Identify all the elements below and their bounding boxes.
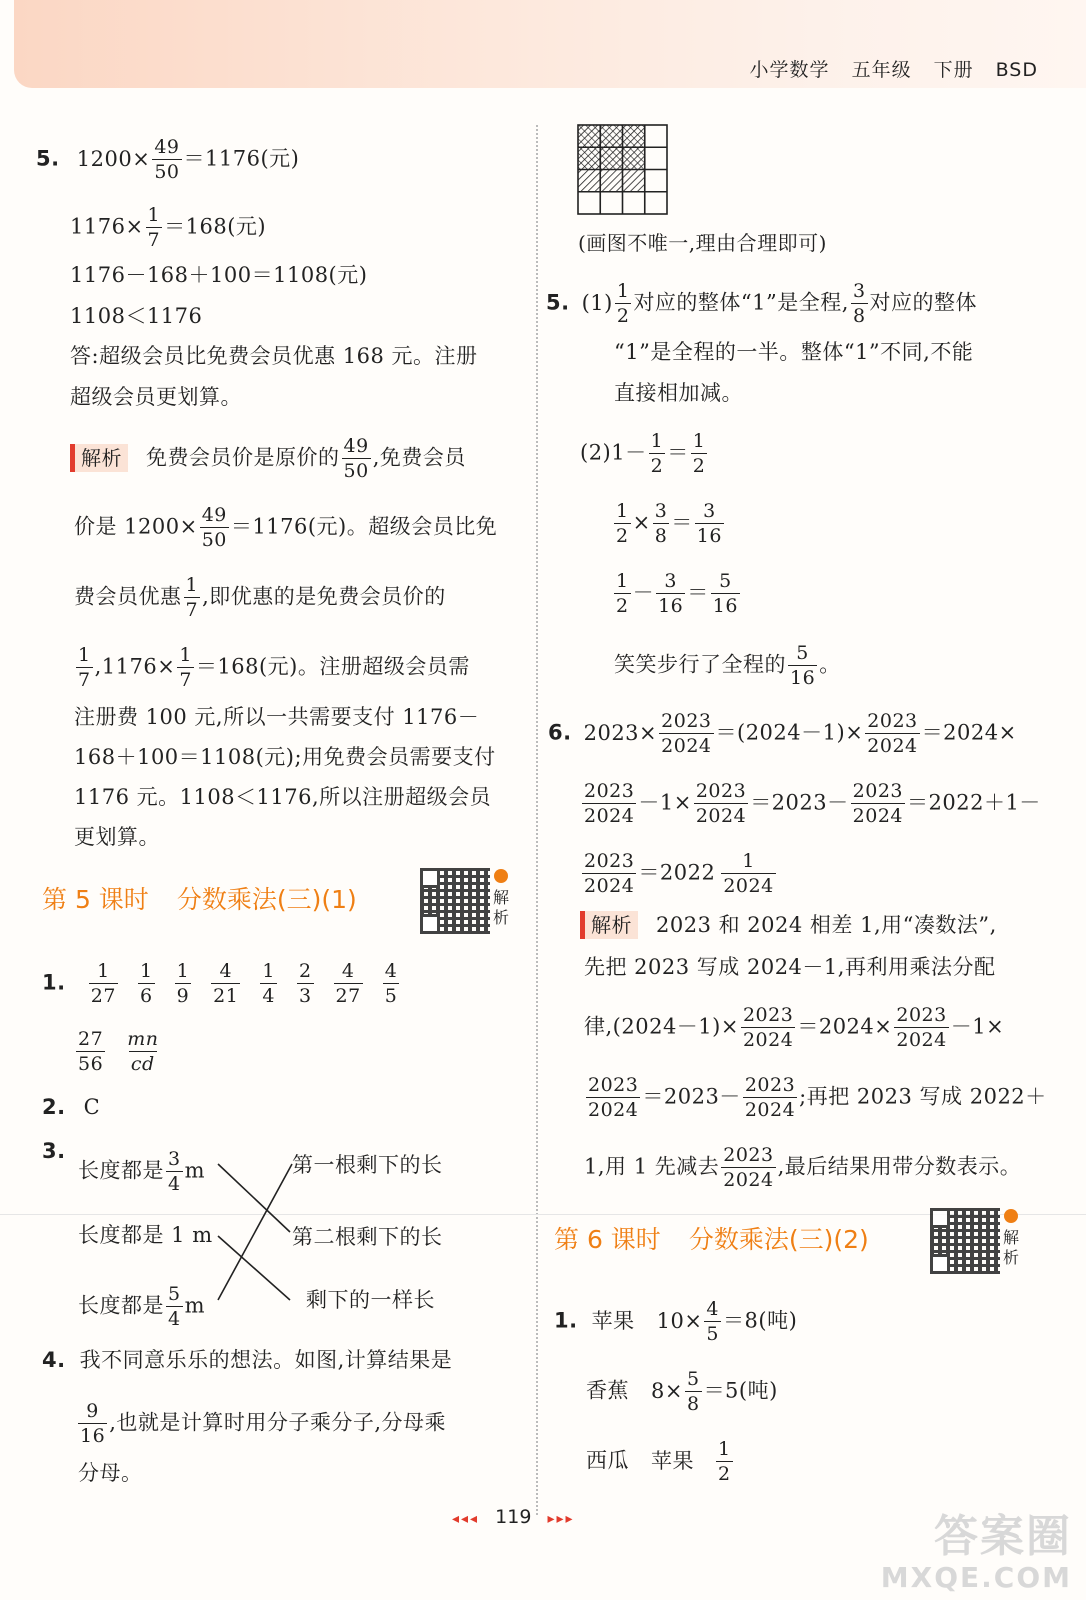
- fraction: $\frac{9}{16}$: [80, 1400, 106, 1447]
- left-q5-line3: 1176－168＋100＝1108(元): [70, 263, 368, 287]
- right-analysis-p3: 律,(2024－1)× $\frac{2023}{2024}$ ＝2024× $\frac{2023}{2024}$ －1×: [584, 1004, 1005, 1051]
- fraction: $\frac{1}{2}$: [692, 430, 706, 477]
- next-arrows-icon[interactable]: ▸▸▸: [547, 1511, 575, 1527]
- left-q5-answer2: 超级会员更划算。: [70, 385, 242, 409]
- right-q1-row1: 1. 苹果 10× $\frac{4}{5}$ ＝8(吨): [554, 1298, 798, 1345]
- q3-right-item-1: 第一根剩下的长: [292, 1153, 443, 1177]
- fraction: $\frac{49}{50}$: [154, 136, 180, 183]
- lesson6-qr-code[interactable]: [930, 1208, 1000, 1274]
- fraction: $\frac{4}{5}$: [706, 1298, 720, 1345]
- left-q5-line2: 1176× $\frac{1}{7}$ ＝168(元): [70, 204, 267, 251]
- match-line-1: [218, 1164, 290, 1232]
- fraction: $\frac{49}{50}$: [343, 435, 369, 482]
- fraction: $\frac{1}{7}$: [185, 574, 199, 621]
- left-q4-line1: 4. 我不同意乐乐的想法。如图,计算结果是: [42, 1348, 453, 1372]
- fraction: $\frac{2023}{2024}$: [896, 1004, 947, 1051]
- lesson5-title: 第 5 课时 分数乘法(三)(1): [42, 885, 357, 914]
- fraction: $\frac{3}{8}$: [654, 500, 668, 547]
- q3-left-item-1: 长度都是 $\frac{3}{4}$ m: [78, 1148, 206, 1195]
- watermark-logo: 答案圈 MXQE.COM: [880, 1511, 1072, 1594]
- q3-left-item-2: 长度都是 1 m: [78, 1223, 213, 1247]
- left-q2: 2. C: [42, 1095, 101, 1119]
- fraction: $\frac{2023}{2024}$: [695, 780, 747, 827]
- left-analysis-p5: 注册费 100 元,所以一共需要支付 1176－: [74, 705, 480, 729]
- fraction: $\frac{2023}{2024}$: [742, 1004, 794, 1051]
- fraction: $\frac{5}{8}$: [686, 1368, 700, 1415]
- right-analysis-p5: 1,用 1 先减去 $\frac{2023}{2024}$ ,最后结果用带分数表示。: [584, 1144, 1022, 1191]
- left-q5-line1: 5. 1200× $\frac{49}{50}$ ＝1176(元): [36, 136, 300, 183]
- right-q5-p5: 笑笑步行了全程的 $\frac{5}{16}$ 。: [614, 642, 841, 689]
- right-q6-l2: $\frac{2023}{2024}$ －1× $\frac{2023}{2024}$ ＝2023－ $\frac{2023}{2024}$ ＝2022＋1－: [584, 780, 1041, 827]
- left-q5-answer1: 答:超级会员比免费会员优惠 168 元。注册: [70, 344, 478, 368]
- answer-fraction: $\frac{4}{5}$: [384, 960, 398, 1007]
- page-number: 119: [495, 1506, 532, 1528]
- grid-note: (画图不唯一,理由合理即可): [578, 231, 827, 255]
- page-number-nav: [452, 1506, 575, 1528]
- left-analysis-p7: 1176 元。1108＜1176,所以注册超级会员: [74, 785, 492, 809]
- match-line-2: [218, 1236, 290, 1300]
- fraction: $\frac{2023}{2024}$: [867, 710, 918, 757]
- header-volume: 下册: [933, 59, 974, 81]
- fraction: $\frac{1}{2}$: [616, 280, 630, 327]
- fraction: $\frac{1}{7}$: [78, 644, 91, 691]
- right-q5-l3: 直接相加减。: [614, 381, 743, 405]
- left-q4-line3: 分母。: [78, 1461, 143, 1485]
- fraction: $\frac{5}{16}$: [712, 570, 738, 617]
- fraction: $\frac{2023}{2024}$: [723, 1144, 774, 1191]
- analysis-tag: 解析: [70, 444, 128, 472]
- fraction: $\frac{1}{7}$: [179, 644, 192, 691]
- right-analysis-p4: $\frac{2023}{2024}$ ＝2023－ $\frac{2023}{2024}$ ;再把 2023 写成 2022＋: [588, 1074, 1047, 1121]
- fraction-grid-figure: [577, 124, 669, 216]
- answer-fraction: $\frac{2}{3}$: [298, 960, 312, 1007]
- fraction: $\frac{2023}{2024}$: [584, 780, 635, 827]
- fraction: $\frac{49}{50}$: [201, 504, 227, 551]
- fraction: $\frac{1}{2024}$: [723, 850, 774, 897]
- fraction: $\frac{2023}{2024}$: [588, 1074, 639, 1121]
- left-q1-row1: 1. $\frac{1}{27}$ $\frac{1}{6}$ $\frac{1}{9}$ $\frac{4}{21}$ $\frac{1}{4}$ $\frac{2}{3}$ $\frac{4}{27}$ $\frac{4}{5}$: [42, 960, 398, 1007]
- answer-fraction: $\frac{1}{27}$: [90, 960, 116, 1007]
- play-icon: [494, 869, 508, 883]
- fraction: $\frac{3}{16}$: [658, 570, 684, 617]
- left-analysis-p2: 价是 1200× $\frac{49}{50}$ ＝1176(元)。超级会员比免: [74, 504, 498, 551]
- left-q1-row2: [74, 1030, 178, 1074]
- answer-fraction: $\frac{4}{27}$: [335, 960, 361, 1007]
- right-q5-l1: 5. (1) $\frac{1}{2}$ 对应的整体“1”是全程, $\frac{3}{8}$ 对应的整体: [546, 280, 978, 327]
- left-q4-line2: $\frac{9}{16}$ ,也就是计算时用分子乘分子,分母乘: [80, 1400, 447, 1447]
- fraction: $\frac{2023}{2024}$: [744, 1074, 796, 1121]
- fraction: $\frac{1}{2}$: [718, 1438, 731, 1485]
- left-q3-num: 3.: [42, 1139, 66, 1163]
- right-q5-p4: $\frac{1}{2}$ － $\frac{3}{16}$ ＝ $\frac{5}{16}$: [616, 570, 738, 617]
- q3-left-item-3: 长度都是 $\frac{5}{4}$ m: [78, 1283, 206, 1330]
- left-analysis-p6: 168＋100＝1108(元);用免费会员需要支付: [74, 745, 496, 769]
- column-divider: [536, 125, 538, 1515]
- lesson5-qr-label: 解析: [493, 888, 510, 927]
- prev-arrows-icon[interactable]: ◂◂◂: [452, 1511, 480, 1527]
- match-line-3: [218, 1164, 292, 1300]
- left-analysis-p1: 解析 免费会员价是原价的 $\frac{49}{50}$ ,免费会员: [70, 437, 466, 481]
- header-subject: 小学数学: [749, 59, 830, 81]
- lesson6-qr-label: 解析: [1003, 1228, 1020, 1267]
- left-analysis-p4: $\frac{1}{7}$ ,1176× $\frac{1}{7}$ ＝168(元)。注册超级会员需: [78, 644, 470, 691]
- left-analysis-p3: 费会员优惠 $\frac{1}{7}$ ,即优惠的是免费会员价的: [74, 574, 446, 621]
- header-grade: 五年级: [851, 59, 912, 81]
- answer-fraction: $\frac{mn}{cd}$: [127, 1028, 159, 1075]
- analysis-tag: 解析: [580, 911, 638, 939]
- fraction: $\frac{2023}{2024}$: [661, 710, 712, 757]
- answer-fraction: $\frac{27}{56}$: [78, 1028, 104, 1075]
- right-q1-row2: 香蕉 8× $\frac{5}{8}$ ＝5(吨): [586, 1368, 778, 1415]
- right-q5-p2: (2)1－ $\frac{1}{2}$ ＝ $\frac{1}{2}$: [580, 430, 706, 477]
- fraction: $\frac{3}{16}$: [696, 500, 722, 547]
- right-q5-p3: $\frac{1}{2}$ × $\frac{3}{8}$ ＝ $\frac{3}{16}$: [616, 500, 722, 547]
- right-analysis-p2: 先把 2023 写成 2024－1,再利用乘法分配: [584, 955, 996, 979]
- fraction: $\frac{5}{16}$: [790, 642, 816, 689]
- fraction: $\frac{3}{8}$: [852, 280, 866, 327]
- fraction: $\frac{1}{2}$: [650, 430, 664, 477]
- fraction: $\frac{1}{2}$: [616, 500, 629, 547]
- fraction: $\frac{3}{4}$: [168, 1148, 181, 1195]
- lesson6-title: 第 6 课时 分数乘法(三)(2): [554, 1225, 869, 1254]
- fraction: $\frac{1}{2}$: [616, 570, 629, 617]
- right-analysis-p1: 解析 2023 和 2024 相差 1,用“凑数法”,: [580, 910, 997, 940]
- q3-right-item-3: 剩下的一样长: [306, 1288, 435, 1312]
- right-q1-row3: 西瓜 苹果 $\frac{1}{2}$: [586, 1438, 731, 1485]
- answer-fraction: $\frac{4}{21}$: [213, 960, 239, 1007]
- right-q5-l2: “1”是全程的一半。整体“1”不同,不能: [614, 340, 974, 364]
- lesson5-qr-code[interactable]: [420, 868, 490, 934]
- answer-fraction: $\frac{1}{6}$: [139, 960, 153, 1007]
- fraction: $\frac{2023}{2024}$: [584, 850, 635, 897]
- right-q6-l3: $\frac{2023}{2024}$ ＝2022 $\frac{1}{2024}$: [584, 850, 774, 897]
- play-icon: [1004, 1209, 1018, 1223]
- q3-matching-lines: [70, 1140, 310, 1320]
- answer-fraction: $\frac{1}{9}$: [176, 960, 190, 1007]
- left-q5-line4: 1108＜1176: [70, 304, 203, 328]
- left-analysis-p8: 更划算。: [74, 825, 160, 849]
- header-info: [728, 55, 1038, 82]
- right-q6-l1: 6. 2023× $\frac{2023}{2024}$ ＝(2024－1)× $\frac{2023}{2024}$ ＝2024×: [548, 710, 1017, 757]
- fraction: $\frac{2023}{2024}$: [852, 780, 903, 827]
- header-edition: BSD: [995, 59, 1038, 81]
- fraction: $\frac{5}{4}$: [168, 1283, 181, 1330]
- fraction: $\frac{1}{7}$: [147, 204, 161, 251]
- q3-right-item-2: 第二根剩下的长: [292, 1225, 443, 1249]
- answer-fraction: $\frac{1}{4}$: [262, 960, 275, 1007]
